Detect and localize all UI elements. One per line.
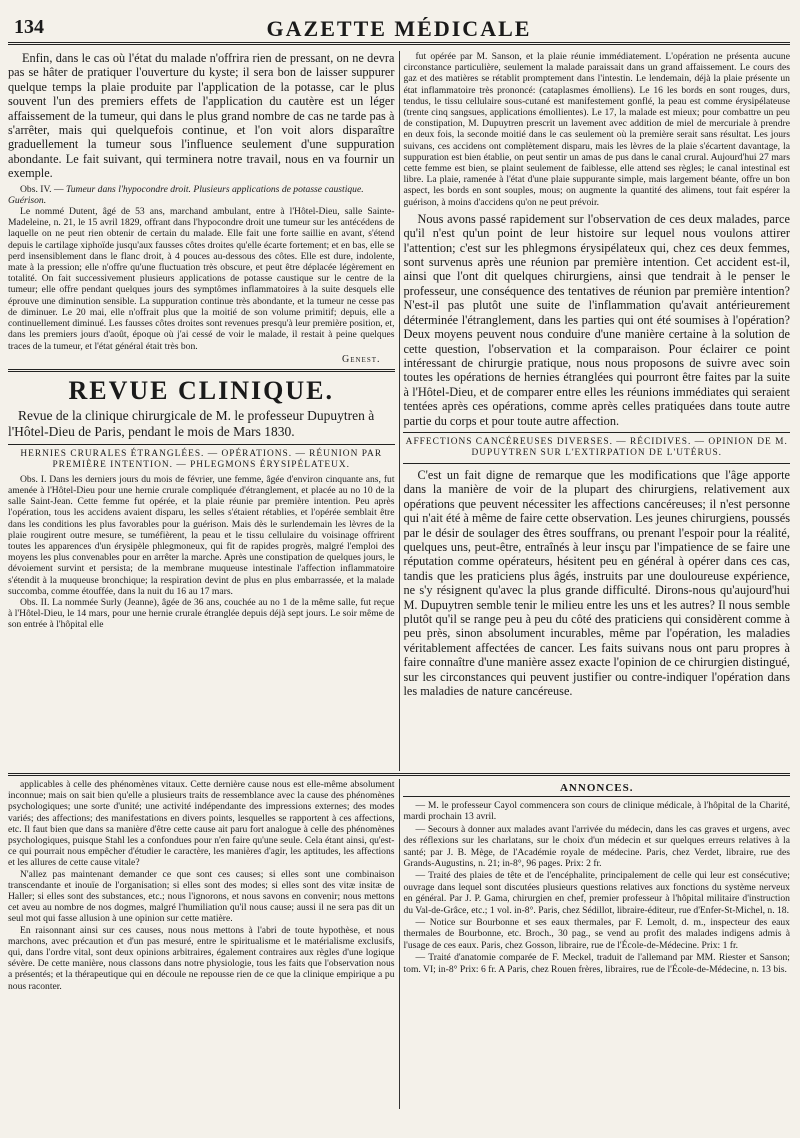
horizontal-divider bbox=[8, 773, 790, 776]
lower-columns bbox=[8, 779, 790, 1109]
divider bbox=[403, 432, 790, 433]
obs4-heading bbox=[8, 184, 395, 206]
left-column bbox=[8, 51, 395, 771]
annonce-item: — Traité des plaies de tête et de l'encéphalite, principalement de celle qui leur est consécutive; ouvrage dans lequel sont discutées plusieurs questions relatives aux fonctions du système nerveux en général. Par J. P. Gama, chirurgien en chef, premier professeur à l'hôpital militaire d'instruction du Val-de-Grâce, etc.; 1 vol. in-8°. Paris, chez Sédillot, libraire-éditeur, rue d'Enfer-St-Michel, n. 18. bbox=[403, 870, 790, 916]
section-heading-cancer: AFFECTIONS CANCÉREUSES DIVERSES. — RÉCIDIVES. — OPINION DE M. DUPUYTREN SUR L'EXTIRPATION DE L'UTÉRUS. bbox=[405, 436, 788, 458]
vital-causes-paragraph-3: En raisonnant ainsi sur ces causes, nous nous mettons à l'abri de toute hypothèse, et nous marchons, avec précaution et d'un pas mesuré, entre le spiritualisme et le matérialisme exclusifs, qui, dans l'ordre vital, sont deux opinions arbitraires, également contraires aux règles d'une logique sévère. De cette manière, nous classons dans notre physiologie, tous les faits que l'observation nous a présentés; et la thérapeutique qui en découle ne repousse rien de ce que la clinique empirique a pu nous raconter. bbox=[8, 924, 395, 992]
annonce-item: — Secours à donner aux malades avant l'arrivée du médecin, dans les cas graves et urgens, avec des réflexions sur les charlatans, sur le choix d'un médecin et sur quelques erreurs relatives à la santé; par J. B. Mège, de l'Académie royale de médecine. Paris, chez Verdet, libraire, rue des Grands-Augustins, n. 21; in-8°, 96 pages. Prix: 2 fr. bbox=[403, 823, 790, 870]
divider bbox=[403, 463, 790, 464]
right-column bbox=[403, 51, 790, 771]
lower-left-column bbox=[8, 779, 395, 1109]
revue-title: REVUE CLINIQUE. bbox=[68, 375, 334, 405]
annonce-item: — M. le professeur Cayol commencera son cours de clinique médicale, à l'hôpital de la Charité, mardi prochain 13 avril. bbox=[403, 800, 790, 823]
cancer-paragraph: C'est un fait digne de remarque que les modifications que l'âge apporte dans la manière de voir de la plupart des chirurgiens, relativement aux opérations que peuvent nécessiter les affections cancéreuses; il n'est personne qui n'ait été à même de faire cette observation. Les jeunes chirurgiens, poussés par le désir de soulager des êtres souffrans, ou prenant l'espoir pour la réalité, quelques uns, peut-être, entraînés à leur insçu par l'impatience de se faire une réputation comme opérateurs, hésitent peu en général à opérer dans ces cas, tandis que les praticiens plus âgés, instruits par une douloureuse expérience, ne s'y résignent qu'avec la plus grande difficulté. Dirons-nous qu'aujourd'hui M. Dupuytren semble tenir le milieu entre les uns et les autres? Il nous semble plutôt qu'il se range peu à peu du côté des praticiens qui considèrent comme à peu près, sinon absolument incurables, même par l'opération, les maladies véritablement affectées de cancer. Les faits suivans nous ont paru propres à faire connaître d'une manière assez exacte l'opinion de ce chirurgien distingué, sur les circonstances qui peuvent justifier ou contre-indiquer l'opération dans les maladies de nature cancéreuse. bbox=[403, 467, 790, 699]
obs2-paragraph: Obs. II. La nommée Surly (Jeanne), âgée de 36 ans, couchée au no 1 de la même salle, fut reçue à l'Hôtel-Dieu, le 14 mars, pour une hernie crurale étranglée depuis déjà sept jours. Le soir même de son entrée à l'hôpital elle bbox=[8, 596, 395, 631]
divider bbox=[8, 444, 395, 445]
upper-columns bbox=[8, 51, 790, 771]
obs4-title: Tumeur dans l'hypocondre droit. Plusieurs applications de potasse caustique. Guérison. bbox=[8, 183, 364, 206]
section-divider bbox=[8, 369, 395, 372]
intro-paragraph: Enfin, dans le cas où l'état du malade n'offrira rien de pressant, on ne devra pas se hâter de pratiquer l'ouverture du kyste; il sera bon de laisser suppurer quelque temps la plaie produite par l'application de la potasse, car le plus souvent l'un des premiers effets de l'application du cautère est un léger affaissement de la tumeur, qui dans le plus grand nombre de cas ne tarde pas à s'arrêter, mais qui quelquefois continue, et l'on voit alors disparaître graduellement la tumeur sous l'influence seulement d'une suppuration abondante. Le fait suivant, qui terminera notre travail, nous en va fournir un exemple. bbox=[8, 51, 395, 181]
column-separator bbox=[399, 51, 400, 771]
obs2-continuation: fut opérée par M. Sanson, et la plaie réunie immédiatement. L'opération ne présenta aucune circonstance particulière, seulement la malade paraissait dans un grand affaissement. Le cours des gaz et des matières se rétablit promptement dans l'intestin. Le lendemain, déjà la plaie présente un état inflammatoire très prononcé: (cataplasmes émolliens). Le 16 les bords en sont rouges, durs, tendus, le tissu cellulaire sous-cutané est manifestement gonflé, la peau est comme érysipélateuse (trente cinq sangsues, applications émollientes). Le 17, la malade est mieux; pour combattre un peu de constipation, M. Dupuytren prescrit un lavement avec addition de miel de mercuriale à prendre en deux fois, la seconde moitié dans le cas seulement où la première serait sans résultat. Les jours suivans, ces accidens ont complètement disparu, mais les lèvres de la plaie s'écartent davantage, la suppuration est bien établie, on peut sentir un amas de pus dans le canal crural. Aujourd'hui 27 mars cette femme est bien, se plaint seulement de faiblesse, elle attend ses règles; le canal intestinal est libre. La plaie, ramenée à l'état d'une plaie suppurante simple, mais largement béante, offre un bon aspect, les bords en sont souples, mous; on augmente la quantité des alimens, tout fait espérer la guérison, à moins d'accidens qu'on ne peut prévoir. bbox=[403, 51, 790, 208]
discussion-paragraph: Nous avons passé rapidement sur l'observation de ces deux malades, parce qu'il n'est qu'un point de leur histoire sur lequel nous voulons attirer l'attention; c'est sur les phlegmons érysipélateux qui, chez ces deux femmes, sont survenus après une réunion par première intention. Cet accident est-il, ainsi que l'ont dit quelques chirurgiens, ainsi que tendrait à le penser le professeur, une conséquence des tentatives de réunion par première intention? N'est-il pas plutôt une suite de l'inflammation qu'avait antérieurement déterminée l'étranglement, dans les parties qui ont été soumises à l'opération? Deux moyens peuvent nous conduire d'une manière certaine à la solution de cette question, l'observation et la comparaison. Pour éclairer ce point intéressant de chirurgie pratique, nous nous proposons de suivre avec soin toutes les opérations de hernies étranglées qui pourront être faites par la suite à l'Hôtel-Dieu, et de comparer entre elles les réunions immédiates qui seraient tentées après ces opérations, comme après celles pratiquées dans toute autre partie du corps et pour toute autre affection. bbox=[403, 211, 790, 428]
revue-subtitle: Revue de la clinique chirurgicale de M. le professeur Dupuytren à l'Hôtel-Dieu de Paris, pendant le mois de Mars 1830. bbox=[8, 407, 375, 439]
obs4-label: Obs. IV. — bbox=[20, 183, 64, 195]
signature: Genest. bbox=[342, 353, 381, 365]
page-number: 134 bbox=[14, 16, 44, 38]
annonce-item: — Notice sur Bourbonne et ses eaux thermales, par F. Lemolt, d. m., inspecteur des eaux thermales de Bourbonne, etc. Broch., 30 pag., se vend au profit des malades indigens admis à l'usage de ces eaux. Paris, chez Gosson, libraire, rue de l'École-de-Médecine. Prix: 1 fr. bbox=[403, 917, 790, 951]
divider bbox=[403, 796, 790, 797]
annonces-title: ANNONCES. bbox=[559, 782, 634, 794]
annonces-column bbox=[403, 779, 790, 1109]
obs4-body: Le nommé Dutent, âgé de 53 ans, marchand ambulant, entre à l'Hôtel-Dieu, salle Sainte-Madeleine, n. 21, le 15 avril 1829, offrant dans l'hypocondre droit une tumeur sur les antécédens de laquelle on ne peut rien obtenir de certain du malade. Elle fait une forte saillie en avant, s'étend depuis le cartilage xiphoïde jusqu'aux fausses côtes droites qu'elle écarte fortement; et en bas, elle se perd insensiblement dans le flanc droit, à 4 pouces au-dessous des côtes. Elle est dure, indolente, mate à la pression; elle n'offre qu'une fluctuation très obscure, et peut être déplacée légèrement en totalité. On fait successivement plusieurs applications de potasse caustique sur le centre de la tumeur; elle offre pendant quelques jours des symptômes inflammatoires à la suite desquels elle éprouve une diminution sensible. La suppuration continue très abondante, et la tumeur ne cesse pas de diminuer. Le 20 mai, elle n'offrait plus que la moitié de son volume primitif; depuis, elle a continuellement diminué. Les fausses côtes droites sont revenues presqu'à leur première position, et, dans les premiers jours d'août, époque où j'ai cessé de voir le malade, il restait à peine quelques traces de la tumeur, et l'état général était très bon. bbox=[8, 206, 395, 352]
masthead bbox=[8, 14, 790, 45]
journal-title: GAZETTE MÉDICALE bbox=[266, 16, 532, 41]
annonce-item: — Traité d'anatomie comparée de F. Meckel, traduit de l'allemand par MM. Riester et Sanson; tom. VI; in-8° Prix: 6 fr. A Paris, chez Rouen frères, libraires, rue de l'École-de-Médecine, n. 13 bis. bbox=[403, 952, 790, 975]
vital-causes-paragraph-1: applicables à celle des phénomènes vitaux. Cette dernière cause nous est elle-même absolument inconnue; mais on sait bien qu'elle a plusieurs traits de ressemblance avec la cause des phénomènes psychologiques; une sorte d'unité; une activité indépendante des impressions externes; des modes variés; des affections; des manifestations en divers points, lesquelles se rapportent à ces affections, etc. Il faut bien que dans sa manière d'être cette cause ait paru fort analogue à celle des phénomènes psychologiques, puisque Stahl les a confondues pour n'en faire qu'une seule. Cela étant ainsi, qu'est-ce qui pourrait nous empêcher d'étudier le caractère, les manières d'agir, les aptitudes, les affections et les allures de cette cause vitale? bbox=[8, 779, 395, 869]
vital-causes-paragraph-2: N'allez pas maintenant demander ce que sont ces causes; si elles sont une combinaison transcendante et inouïe de l'organisation; si elles sont des modes; si elles sont des vitæ insitæ de Haller; si elles sont des substances, etc.; nous l'ignorons, et nous savons en convenir; nous mettons cet aveu au nombre de nos dogmes, malgré l'humiliation qu'il nous cause; aussi il ne sera pas dit un seul mot qui fasse allusion à une opinion sur cette matière. bbox=[8, 868, 395, 925]
section-heading-hernies: HERNIES CRURALES ÉTRANGLÉES. — OPÉRATIONS. — RÉUNION PAR PREMIÈRE INTENTION. — PHLEGMONS ÉRYSIPÉLATEUX. bbox=[20, 448, 383, 470]
obs1-paragraph: Obs. I. Dans les derniers jours du mois de février, une femme, âgée d'environ cinquante ans, fut amenée à l'Hôtel-Dieu pour une hernie crurale compliquée d'étranglement, et placée au no 10 de la salle Saint-Jean. Cette femme fut opérée, et la plaie réunie par première intention. Peu après l'opération, tous les accidens avaient disparu, les selles s'étaient rétablies, et l'opérée semblait être dans les conditions les plus favorables pour la guérison. Mais dès le surlendemain les lèvres de la plaie rougirent outre mesure, se tuméfièrent, la peau et le tissu cellulaire du voisinage offrirent toutes les apparences d'un érysipèle phlegmoneux, qui fit de rapides progrès, malgré l'emploi des moyens les plus convenables pour en arrêter la marche. Après une constipation de quelques jours, le dévoiement survint et persista; de la membrane muqueuse intestinale l'affection inflammatoire s'étendit à la muqueuse bronchique; la respiration devint de plus en plus embarrassée, et la malade succomba, comme étouffée, dans la nuit du 16 au 17 mars. bbox=[8, 473, 395, 597]
column-separator bbox=[399, 779, 400, 1109]
